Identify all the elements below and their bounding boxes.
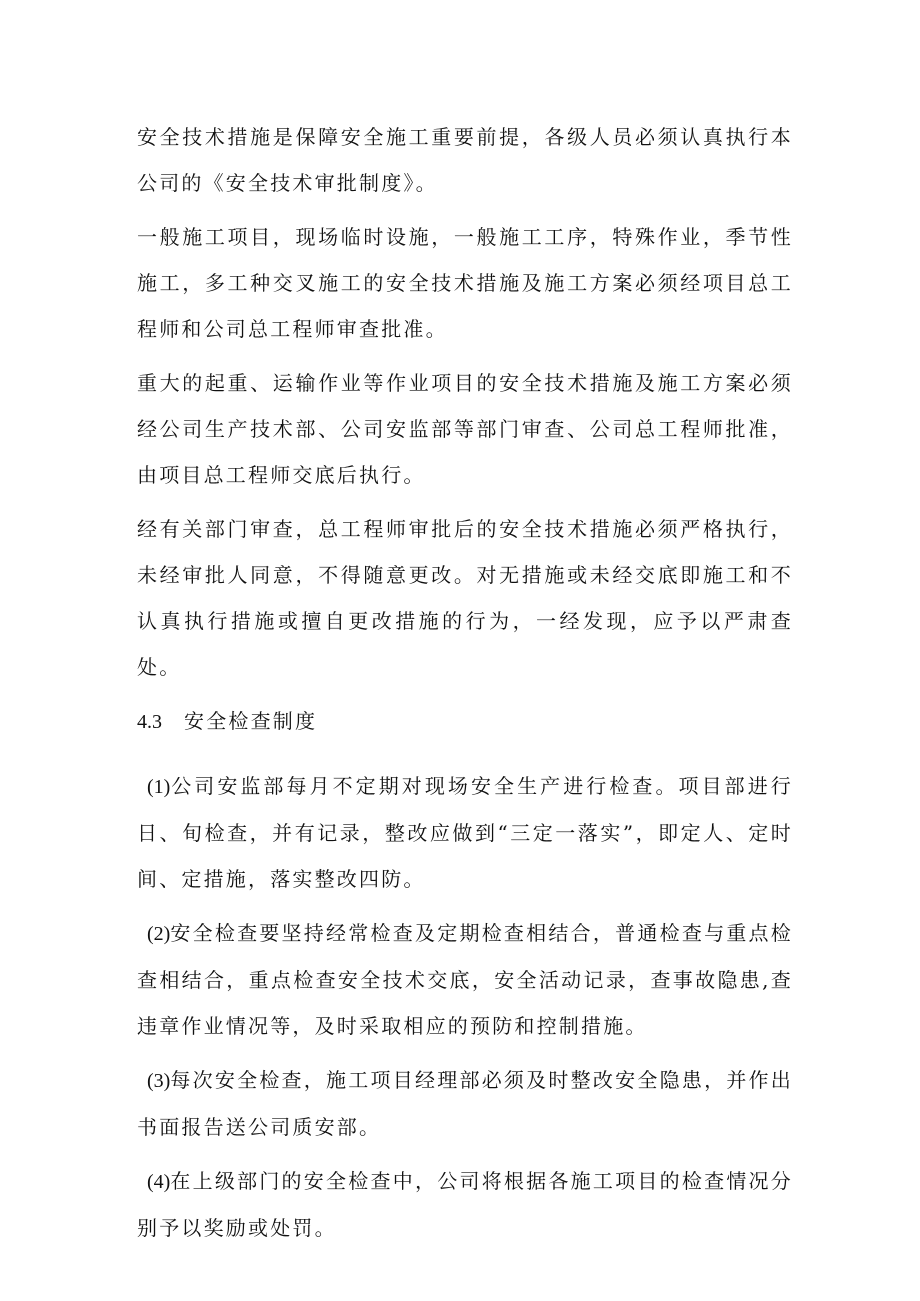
list-item [137, 910, 793, 1049]
paragraph-major-operations: 重大的起重、运输作业等作业项目的安全技术措施及施工方案必须经公司生产技术部、公司安监部等部门审查、公司总工程师批准，由项目总工程师交底后执行。 [137, 371, 793, 487]
list-item-marker: (3) [147, 1070, 171, 1092]
list-item-marker: (4) [147, 1171, 171, 1193]
section-title: 安全检查制度 [184, 709, 318, 733]
paragraph-strict-execution: 经有关部门审查，总工程师审批后的安全技术措施必须严格执行，未经审批人同意，不得随意更改。对无措施或未经交底即施工和不认真执行措施或擅自更改措施的行为，一经发现，应予以严肃查处。 [137, 517, 793, 679]
section-heading [137, 698, 793, 745]
list-item-text: 安全检查要坚持经常检查及定期检查相结合，普通检查与重点检查相结合，重点检查安全技术交底，安全活动记录，查事故隐患,查违章作业情况等，及时采取相应的预防和控制措施。 [137, 921, 793, 1038]
list-item [137, 763, 793, 902]
section-number: 4.3 [137, 711, 162, 733]
document-body [137, 114, 793, 1259]
list-item [137, 1057, 793, 1150]
list-item-marker: (1) [147, 776, 171, 798]
list-item-text: 在上级部门的安全检查中，公司将根据各施工项目的检查情况分别予以奖励或处罚。 [137, 1169, 793, 1240]
list-item-text: 每次安全检查，施工项目经理部必须及时整改安全隐患，并作出书面报告送公司质安部。 [137, 1068, 793, 1139]
list-item-text: 公司安监部每月不定期对现场安全生产进行检查。项目部进行日、旬检查，并有记录，整改应做到“三定一落实”，即定人、定时间、定措施，落实整改四防。 [137, 774, 793, 891]
paragraph-approval-system: 安全技术措施是保障安全施工重要前提，各级人员必须认真执行本公司的《安全技术审批制度》。 [137, 125, 793, 195]
list-item-marker: (2) [147, 923, 171, 945]
paragraph-general-projects: 一般施工项目，现场临时设施，一般施工工序，特殊作业，季节性施工，多工种交叉施工的安全技术措施及施工方案必须经项目总工程师和公司总工程师审查批准。 [137, 225, 793, 341]
list-item [137, 1158, 793, 1251]
